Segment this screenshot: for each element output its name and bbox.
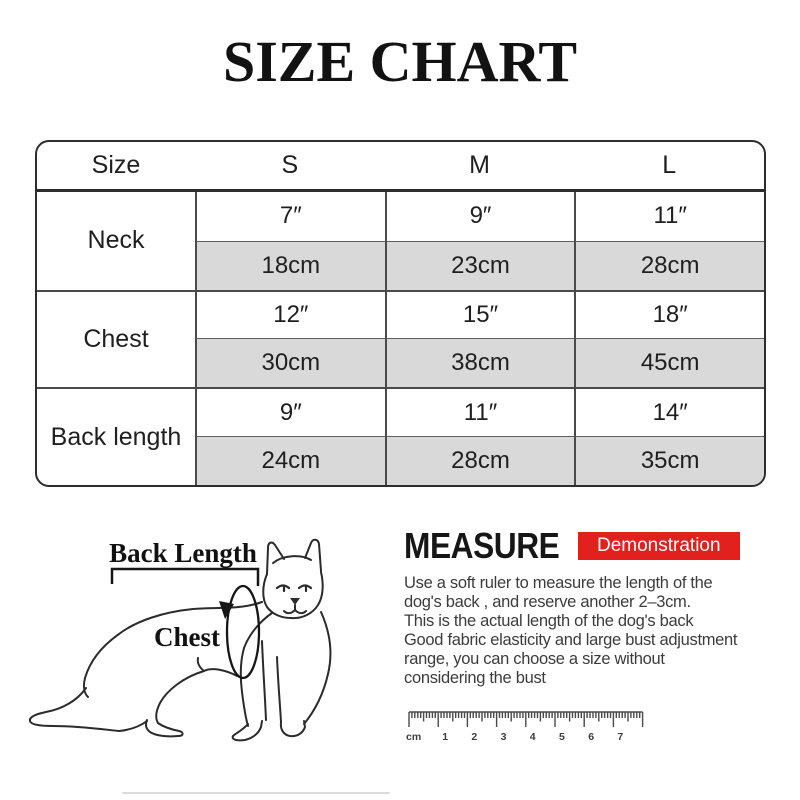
inch-value-cell: 9″ xyxy=(385,192,575,241)
header-cell-size: Size xyxy=(37,142,195,192)
cm-value-cell: 45cm xyxy=(574,338,764,387)
inch-value-cell: 9″ xyxy=(195,387,385,436)
cm-value-cell: 18cm xyxy=(195,241,385,290)
header-cell-m: M xyxy=(385,142,575,192)
cm-value-cell: 24cm xyxy=(195,436,385,485)
inch-value-cell: 11″ xyxy=(385,387,575,436)
measure-instructions xyxy=(404,574,774,688)
inch-value-cell: 12″ xyxy=(195,290,385,339)
inch-value-cell: 15″ xyxy=(385,290,575,339)
back-length-label: Back Length xyxy=(109,538,257,568)
ruler-number: 4 xyxy=(529,731,536,743)
ruler-number: 3 xyxy=(500,731,507,743)
ruler-number: 2 xyxy=(471,731,478,743)
back-length-bracket xyxy=(112,569,258,586)
inch-value-cell: 11″ xyxy=(574,192,764,241)
cat-eyes xyxy=(277,586,311,592)
cm-value-cell: 35cm xyxy=(574,436,764,485)
row-label-back-length: Back length xyxy=(37,387,195,485)
measure-line: Good fabric elasticity and large bust adjustment xyxy=(404,631,738,649)
ruler-number: 5 xyxy=(559,731,565,743)
chest-ellipse xyxy=(227,586,259,678)
inch-value-cell: 7″ xyxy=(195,192,385,241)
demonstration-badge: Demonstration xyxy=(578,532,740,560)
header-cell-s: S xyxy=(195,142,385,192)
header-cell-l: L xyxy=(574,142,764,192)
measure-line: considering the bust xyxy=(404,669,546,687)
cm-value-cell: 28cm xyxy=(574,241,764,290)
ruler-number: 7 xyxy=(617,731,624,743)
page-title: SIZE CHART xyxy=(222,29,578,94)
ruler-number: 1 xyxy=(442,731,449,743)
chest-arrow-icon xyxy=(219,601,234,619)
measure-line: dog's back , and reserve another 2–3cm. xyxy=(404,593,691,611)
ruler-number: 6 xyxy=(588,731,595,743)
measure-line: range, you can choose a size without xyxy=(404,650,665,668)
cat-nose xyxy=(290,598,300,605)
cm-value-cell: 30cm xyxy=(195,338,385,387)
ruler-ticks xyxy=(409,712,643,727)
bottom-divider-line xyxy=(122,792,390,794)
cm-value-cell: 23cm xyxy=(385,241,575,290)
cm-value-cell: 28cm xyxy=(385,436,575,485)
measure-block xyxy=(404,525,774,688)
measure-heading: MEASURE xyxy=(404,525,560,566)
chest-label: Chest xyxy=(154,622,220,652)
ruler-svg xyxy=(404,706,650,746)
row-label-neck: Neck xyxy=(87,226,145,255)
ruler-unit-label: cm xyxy=(406,731,422,743)
cm-value-cell: 38cm xyxy=(385,338,575,387)
measure-line: This is the actual length of the dog's back xyxy=(404,612,694,630)
measure-line: Use a soft ruler to measure the length of the xyxy=(404,574,713,592)
row-label-chest: Chest xyxy=(37,290,195,388)
inch-value-cell: 18″ xyxy=(574,290,764,339)
inch-value-cell: 14″ xyxy=(574,387,764,436)
